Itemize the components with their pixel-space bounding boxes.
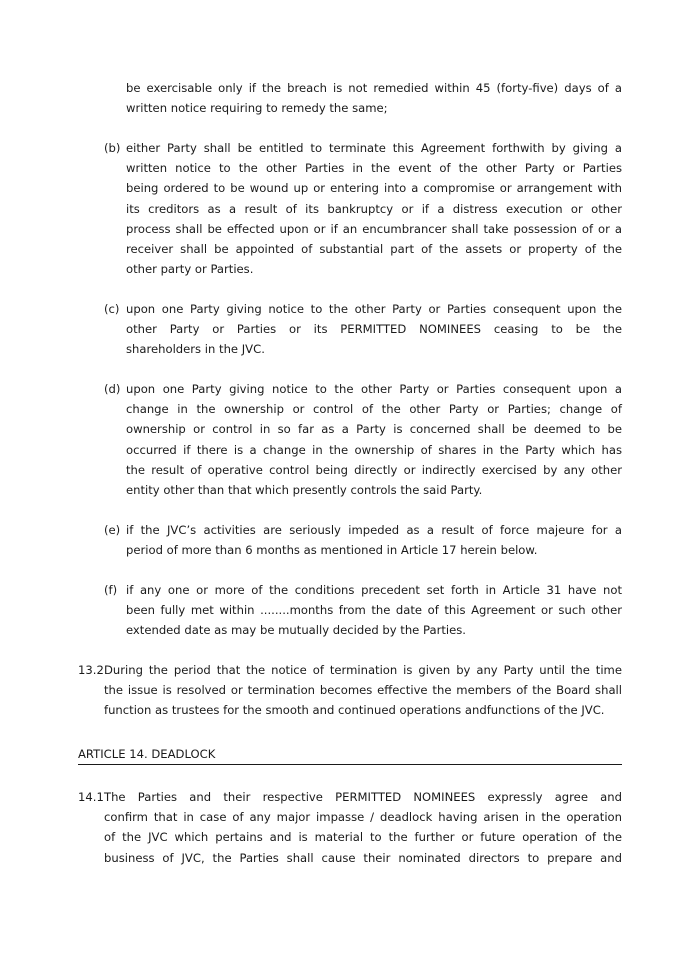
text-line: receiver shall be appointed of substantial part of the assets or property of the (126, 241, 622, 256)
text-line: change in the ownership or control of the other Party or Parties; change of (126, 402, 622, 417)
text-line: of the JVC which pertains and is material to the further or future operation of the (104, 830, 622, 845)
text-line: ownership or control in so far as a Party is concerned shall be deemed to be (126, 422, 622, 437)
clause-continuation (126, 78, 622, 118)
clause-13-2-text (104, 660, 622, 721)
text-line: other party or Parties. (126, 262, 254, 277)
clause-d-label: (d) (104, 382, 121, 396)
text-line: occurred if there is a change in the ownership of shares in the Party which has (126, 442, 622, 457)
text-line: The Parties and their respective PERMITTED NOMINEES expressly agree and (104, 790, 622, 804)
clause-e-text (126, 520, 622, 560)
text-line: being ordered to be wound up or entering into a compromise or arrangement with (126, 181, 622, 196)
text-line: entity other than that which presently controls the said Party. (126, 482, 483, 497)
text-line: been fully met within ........months from the date of this Agreement or such other (126, 603, 622, 618)
text-line: function as trustees for the smooth and continued operations andfunctions of the JVC. (104, 703, 605, 718)
clause-13-2-label: 13.2 (78, 663, 104, 677)
clause-b-text (126, 138, 622, 279)
text-line: upon one Party giving notice to the other Party or Parties consequent upon the (126, 302, 622, 316)
text-line: upon one Party giving notice to the other Party or Parties consequent upon a (126, 382, 622, 396)
text-line: process shall be effected upon or if an encumbrancer shall take possession of or a (126, 221, 622, 236)
text-line: if the JVC’s activities are seriously impeded as a result of force majeure for a (126, 523, 622, 537)
clause-f-text (126, 580, 622, 641)
clause-c-label: (c) (104, 302, 120, 316)
text-line: if any one or more of the conditions precedent set forth in Article 31 have not (126, 583, 622, 597)
text-line: During the period that the notice of termination is given by any Party until the time (104, 663, 622, 677)
clause-b-label: (b) (104, 141, 121, 155)
text-line: shareholders in the JVC. (126, 342, 265, 357)
text-line: the result of operative control being directly or indirectly exercised by any other (126, 462, 622, 477)
clause-c-text (126, 299, 622, 360)
clause-e-label: (e) (104, 523, 121, 537)
text-line: its creditors as a result of its bankruptcy or if a distress execution or other (126, 201, 622, 216)
text-line: extended date as may be mutually decided by the Parties. (126, 623, 466, 638)
clause-14-1-label: 14.1 (78, 790, 104, 804)
text-line: period of more than 6 months as mentioned in Article 17 herein below. (126, 543, 538, 558)
text-line: other Party or Parties or its PERMITTED NOMINEES ceasing to be the (126, 322, 622, 337)
clause-14-1-text (104, 787, 622, 868)
text-line: confirm that in case of any major impasse / deadlock having arisen in the operation (104, 810, 622, 825)
clause-f-label: (f) (104, 583, 118, 597)
text-line: business of JVC, the Parties shall cause their nominated directors to prepare and (104, 850, 622, 865)
text-line: either Party shall be entitled to terminate this Agreement forthwith by giving a (126, 141, 622, 155)
text-line: written notice requiring to remedy the same; (126, 101, 388, 116)
article-14-heading-text: ARTICLE 14. DEADLOCK (78, 747, 216, 761)
text-line: written notice to the other Parties in the event of the other Party or Parties (126, 161, 622, 176)
article-14-heading (78, 744, 622, 765)
clause-d-text (126, 379, 622, 500)
text-line: be exercisable only if the breach is not remedied within 45 (forty-five) days of a (126, 81, 622, 95)
text-line: the issue is resolved or termination becomes effective the members of the Board shall (104, 683, 622, 698)
